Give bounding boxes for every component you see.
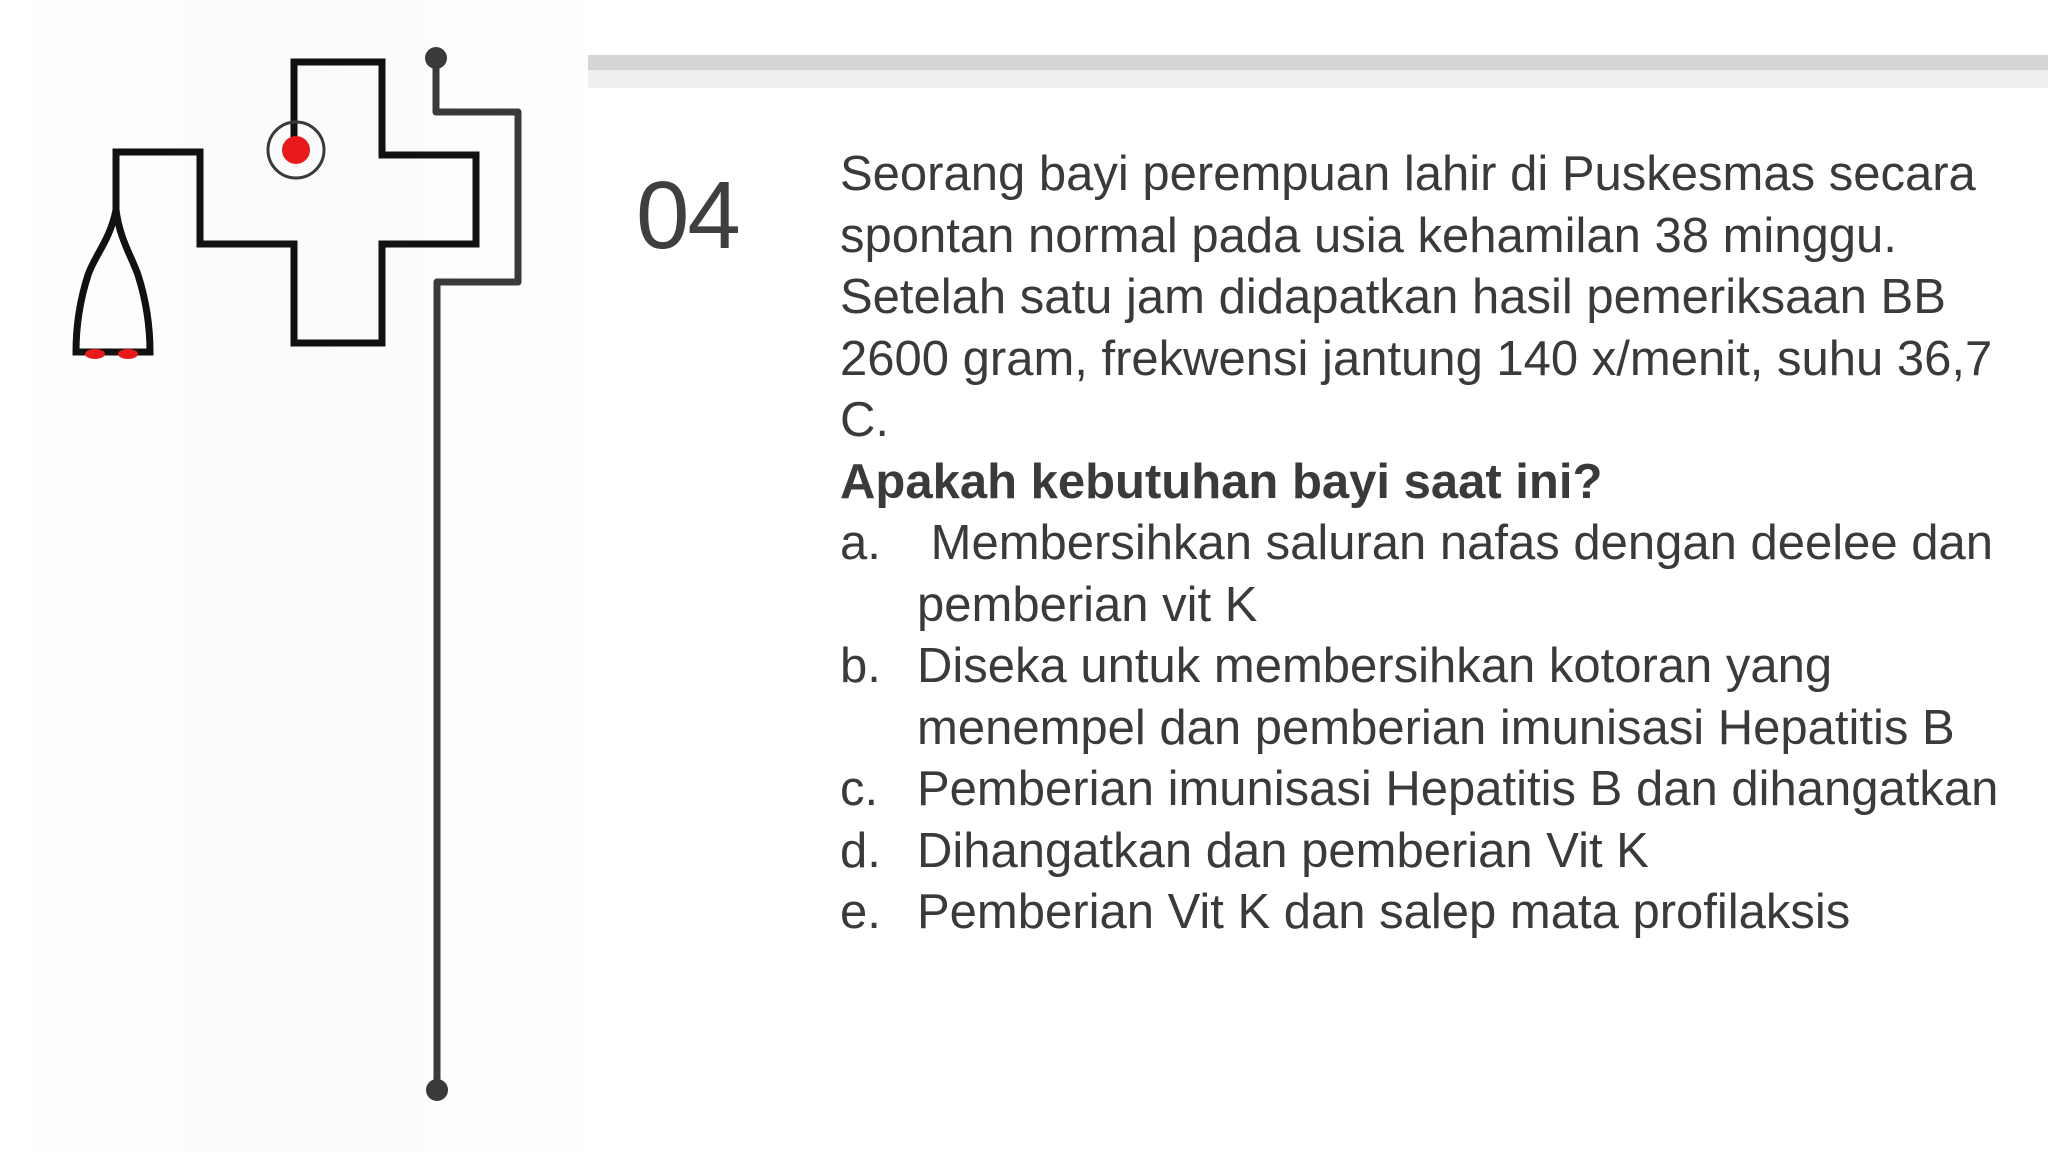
option-letter: e. — [840, 885, 881, 939]
timeline-dot-top — [425, 47, 447, 69]
chestpiece-dot — [282, 136, 310, 164]
header-band-light — [588, 70, 2048, 88]
question-block — [840, 144, 2007, 944]
question-stem: Seorang bayi perempuan lahir di Puskesmas secara spontan normal pada usia kehamilan 38 minggu. Setelah satu jam didapatkan hasil pemeriksaan BB 2600 gram, frekwensi jantung 140 x/menit, suhu 36,7 C. — [840, 147, 1993, 447]
answer-option-a — [840, 513, 2007, 636]
option-letter: a. — [840, 516, 881, 570]
timeline-dot-bottom — [426, 1079, 448, 1101]
option-text: Pemberian imunisasi Hepatitis B dan dihangatkan — [917, 762, 1999, 816]
answer-option-b — [840, 636, 2000, 759]
option-letter: c. — [840, 762, 879, 816]
option-text: Dihangatkan dan pemberian Vit K — [917, 823, 1649, 878]
slide-number: 04 — [636, 162, 739, 269]
answer-options — [840, 513, 2007, 944]
answer-option-c — [840, 759, 2000, 821]
header-band — [588, 55, 2048, 88]
option-text: Diseka untuk membersihkan kotoran yang menempel dan pemberian imunisasi Hepatitis B — [917, 639, 1955, 755]
option-text: Pemberian Vit K dan salep mata profilaksis — [917, 885, 1851, 939]
earpiece-tip-right — [118, 349, 138, 359]
answer-option-e — [840, 882, 2000, 944]
header-band-dark — [588, 55, 2048, 70]
question-prompt: Apakah kebutuhan bayi saat ini? — [840, 454, 1603, 509]
stethoscope-cross-icon — [0, 0, 600, 1152]
option-text: Membersihkan saluran nafas dengan deelee dan pemberian vit K — [917, 516, 2007, 632]
earpiece-tip-left — [85, 349, 105, 359]
answer-option-d — [840, 821, 2000, 883]
option-letter: b. — [840, 639, 881, 693]
stethoscope-headset — [76, 210, 150, 352]
cross-outline — [116, 62, 476, 343]
option-letter: d. — [840, 823, 881, 878]
